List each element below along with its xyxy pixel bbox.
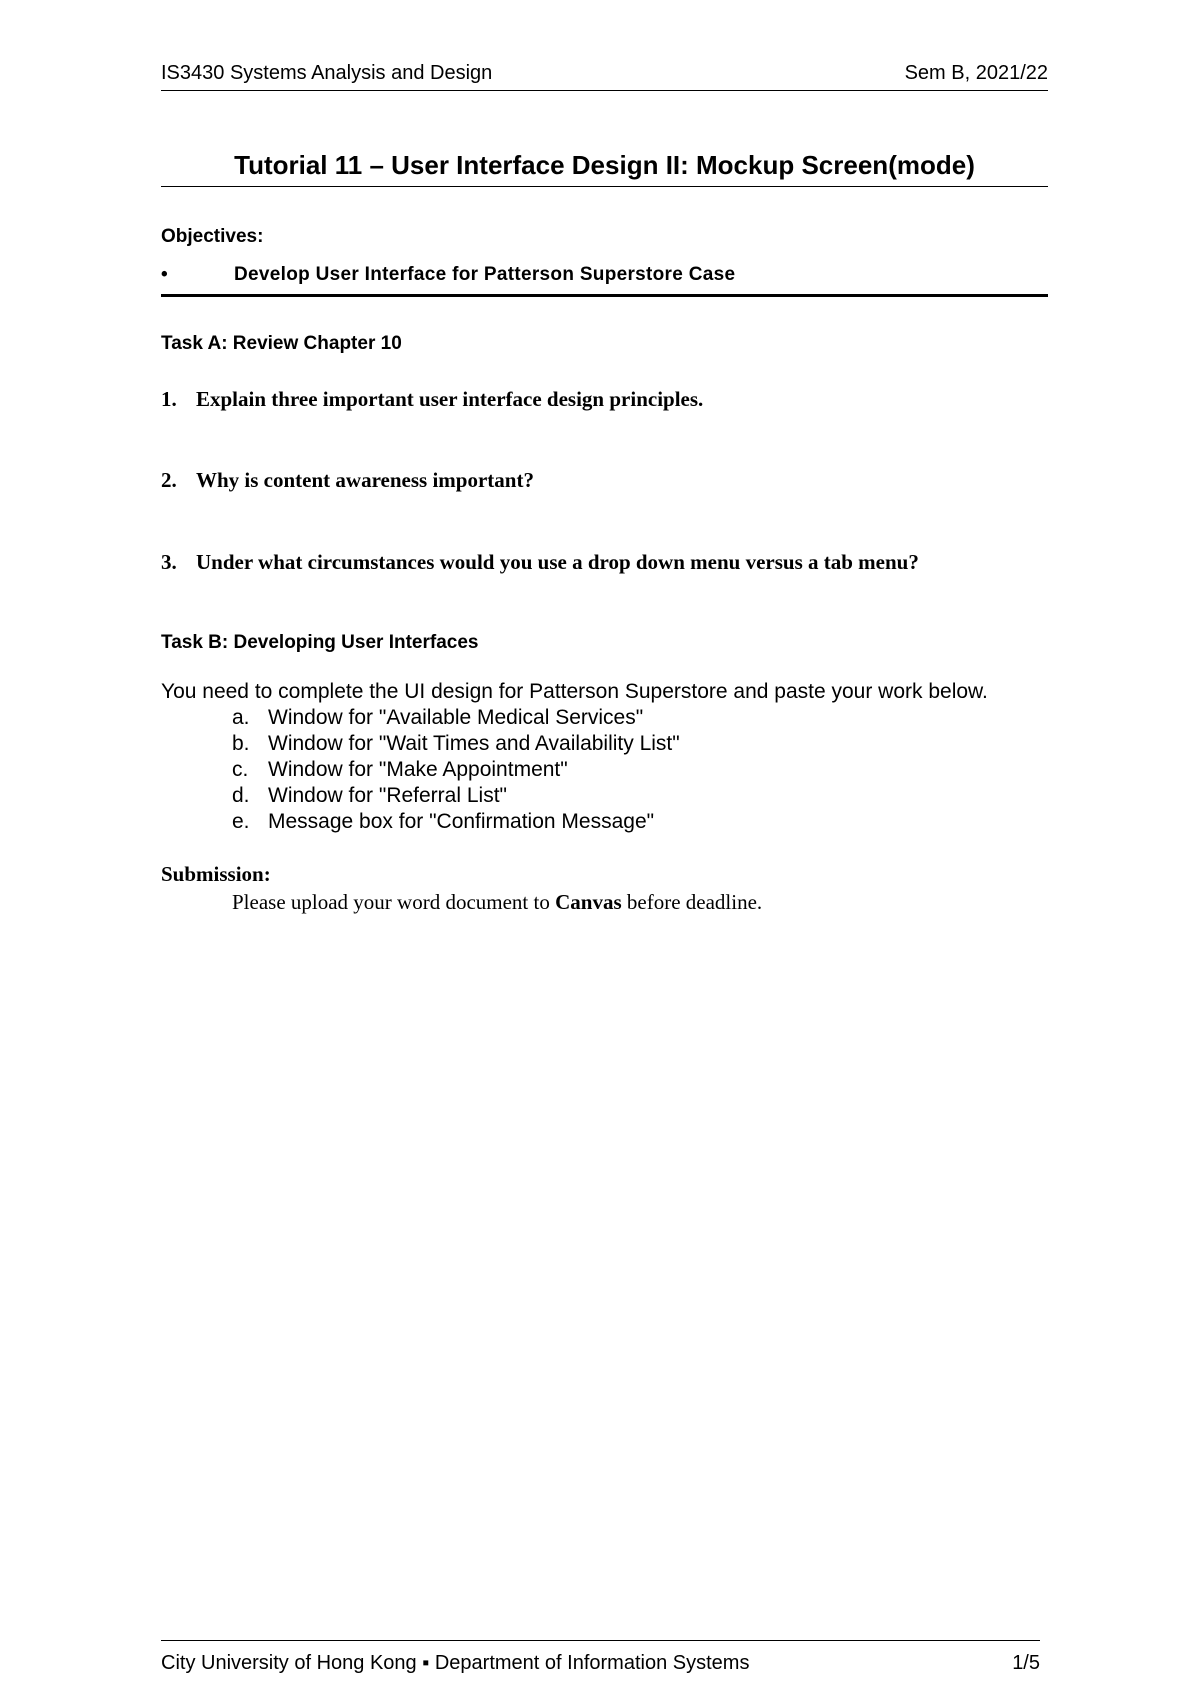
canvas-emphasis: Canvas: [555, 890, 622, 914]
list-letter: d.: [232, 784, 250, 807]
submission-text-after: before deadline.: [621, 890, 763, 914]
question-number: 2.: [161, 468, 177, 492]
question-text: Under what circumstances would you use a drop down menu versus a tab menu?: [196, 550, 919, 574]
list-text: Window for "Make Appointment": [268, 758, 568, 781]
task-b-heading: Task B: Developing User Interfaces: [161, 632, 479, 653]
question-number: 1.: [161, 387, 177, 411]
page-footer: [161, 1640, 1040, 1675]
objective-item: [161, 264, 1048, 297]
list-letter: c.: [232, 758, 249, 781]
list-text: Message box for "Confirmation Message": [268, 810, 655, 833]
submission-text-before: Please upload your word document to: [232, 890, 556, 914]
task-b-intro: You need to complete the UI design for Patterson Superstore and paste your work below.: [161, 680, 988, 703]
question-number: 3.: [161, 550, 177, 574]
list-letter: a.: [232, 706, 250, 729]
submission-text: [232, 890, 762, 915]
page-header: [161, 62, 1048, 91]
objective-text: Develop User Interface for Patterson Superstore Case: [234, 264, 736, 285]
list-letter: e.: [232, 810, 250, 833]
question-text: Explain three important user interface design principles.: [196, 387, 704, 411]
semester-label: Sem B, 2021/22: [904, 62, 1048, 84]
list-text: Window for "Wait Times and Availability List": [268, 732, 680, 755]
submission-label: Submission:: [161, 862, 271, 886]
document-title: Tutorial 11 – User Interface Design II: Mockup Screen(mode): [161, 150, 1048, 187]
list-letter: b.: [232, 732, 250, 755]
question-text: Why is content awareness important?: [196, 468, 534, 492]
bullet-icon: •: [161, 264, 168, 285]
list-text: Window for "Available Medical Services": [268, 706, 644, 729]
page-number: 1/5: [1012, 1652, 1040, 1674]
footer-institution: City University of Hong Kong ▪ Department of Information Systems: [161, 1652, 750, 1674]
list-text: Window for "Referral List": [268, 784, 507, 807]
task-a-heading: Task A: Review Chapter 10: [161, 333, 402, 354]
course-title: IS3430 Systems Analysis and Design: [161, 62, 493, 84]
objectives-label: Objectives:: [161, 226, 264, 247]
